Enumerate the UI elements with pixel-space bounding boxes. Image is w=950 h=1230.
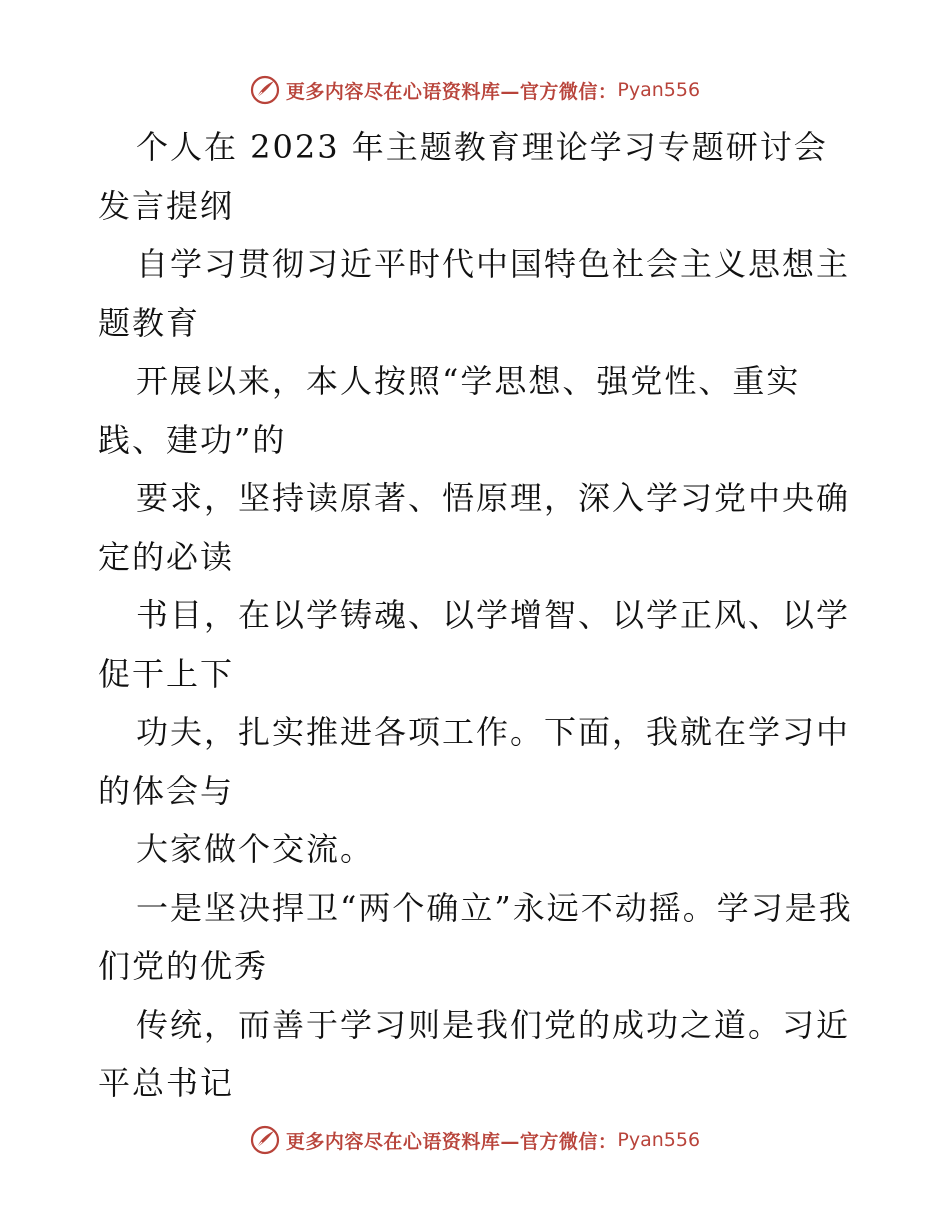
document-body — [98, 118, 858, 1113]
paragraph-7: 一是坚决捍卫“两个确立”永远不动摇。学习是我们党的优秀 — [98, 888, 853, 985]
header-banner-text: 更多内容尽在心语资料库—官方微信： — [285, 80, 618, 103]
paragraph-5: 功夫，扎实推进各项工作。下面，我就在学习中的体会与 — [98, 713, 851, 810]
footer-banner-text: 更多内容尽在心语资料库—官方微信： — [285, 1130, 618, 1153]
quill-logo-icon — [250, 1125, 280, 1155]
quill-logo-icon — [250, 75, 280, 105]
footer-banner — [0, 1120, 950, 1160]
paragraph-6: 大家做个交流。 — [136, 830, 375, 868]
paragraph-4: 书目，在以学铸魂、以学增智、以学正风、以学促干上下 — [98, 596, 851, 693]
footer-banner-id: Pyan556 — [617, 1129, 701, 1151]
paragraph-3: 要求，坚持读原著、悟原理，深入学习党中央确定的必读 — [98, 479, 851, 576]
header-banner-id: Pyan556 — [617, 79, 701, 101]
paragraph-1: 自学习贯彻习近平时代中国特色社会主义思想主题教育 — [98, 245, 851, 342]
paragraph-2: 开展以来，本人按照“学思想、强党性、重实践、建功”的 — [98, 362, 801, 459]
header-banner — [0, 70, 950, 110]
document-title: 个人在 2023 年主题教育理论学习专题研讨会发言提纲 — [98, 128, 828, 225]
paragraph-8: 传统，而善于学习则是我们党的成功之道。习近平总书记 — [98, 1005, 851, 1102]
